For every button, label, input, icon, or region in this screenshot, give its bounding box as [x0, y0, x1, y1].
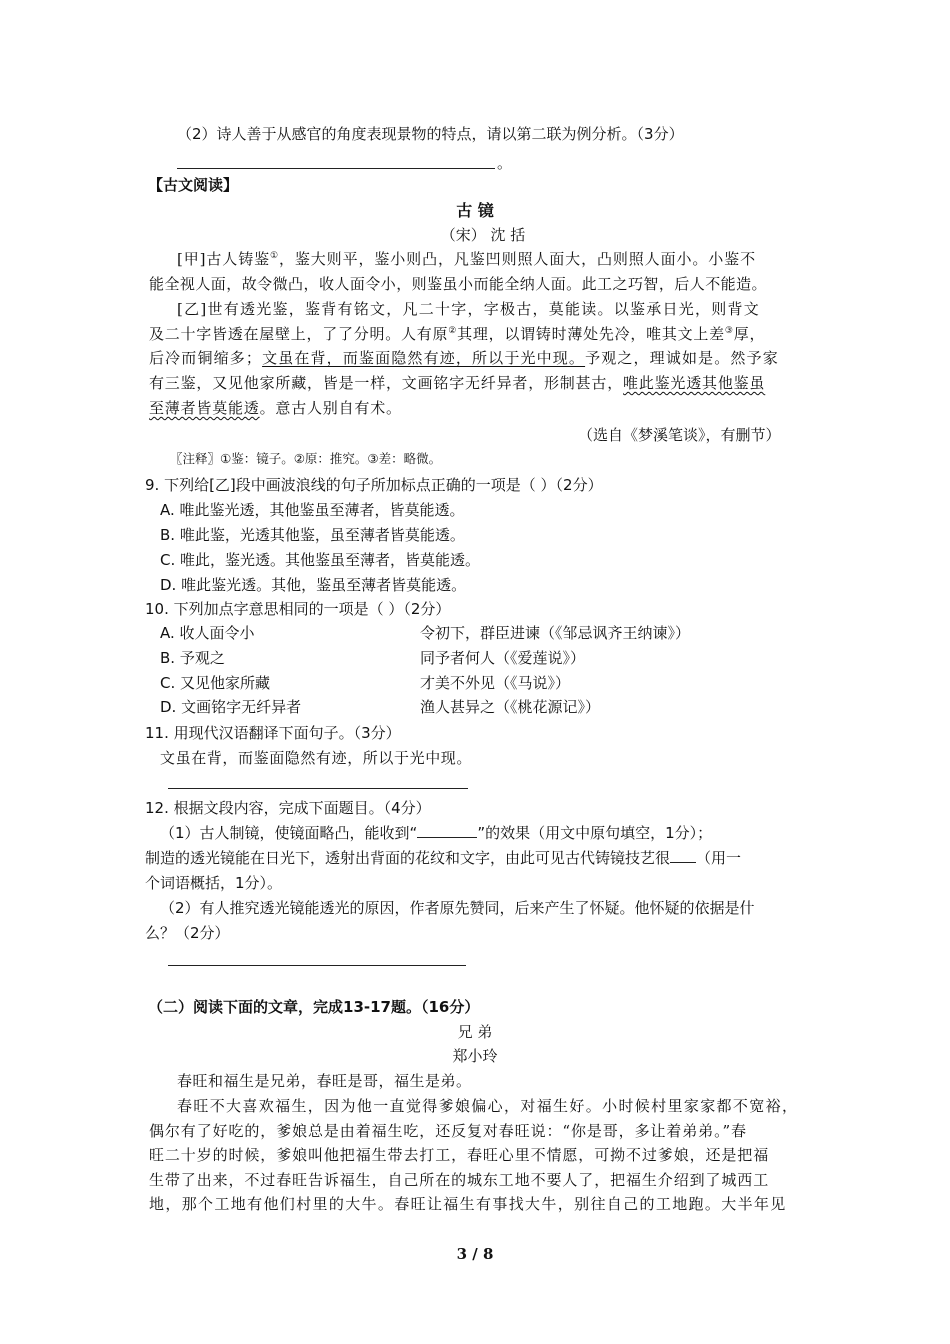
story-line: 生带了出来，不过春旺告诉福生，自己所在的城东工地不要人了，把福生介绍到了城西工: [149, 1171, 770, 1189]
footnote-marker: ①: [270, 251, 279, 261]
text-segment: （1）古人制镜，使镜面略凸，能收到“: [160, 824, 418, 842]
passage-yi-line: [149, 327, 765, 342]
passage-jia-line: 能全视人面，故令微凸，收人面令小，则鉴虽小而能全纳人面。此工之巧智，后人不能造。: [149, 275, 768, 293]
question-10-option-left: D. 文画铭字无纤异者: [160, 698, 302, 716]
question-12-part1-line: 个词语概括，1分）。: [145, 874, 283, 892]
passage-yi-line: [149, 351, 779, 366]
question-9-stem: 9. 下列给[乙]段中画波浪线的句子所加标点正确的一项是（ ）（2分）: [145, 476, 603, 494]
question-10-option-right: 才美不外见（《马说》）: [420, 674, 571, 692]
wavy-underlined-sentence: 至薄者皆莫能透: [149, 399, 260, 417]
question-10-option-left: C. 又见他家所藏: [160, 674, 271, 692]
story-paragraph: 春旺和福生是兄弟，春旺是哥，福生是弟。: [177, 1072, 472, 1090]
question-10-option-right: 令初下，群臣进谏（《邹忌讽齐王纳谏》）: [420, 624, 691, 642]
story-line: 偶尔有了好吃的，爹娘总是由着福生吃，还反复对春旺说：“你是哥，多让着弟弟。”春: [149, 1122, 747, 1140]
text-segment: ”的效果（用文中原句填空，1分）；: [477, 824, 713, 842]
question-12-stem: 12. 根据文段内容，完成下面题目。（4分）: [145, 799, 431, 817]
question-12-part2-line: （2）有人推究透光镜能透光的原因，作者原先赞同，后来产生了怀疑。他怀疑的依据是什: [160, 899, 755, 917]
page-number: 3 / 8: [456, 1245, 494, 1263]
question-10-option-right: 渔人甚异之（《桃花源记》）: [420, 698, 601, 716]
question-10-option-right: 同予者何人（《爱莲说》）: [420, 649, 586, 667]
wavy-underlined-sentence: 唯此鉴光透其他鉴虽: [623, 374, 766, 392]
question-9-option-b: B. 唯此鉴，光透其他鉴，虽至薄者皆莫能透。: [160, 526, 465, 544]
underlined-sentence: 文虽在背，而鉴面隐然有迹，所以于光中现。: [262, 349, 586, 367]
answer-line: [168, 965, 466, 966]
classical-author: （宋） 沈 括: [440, 226, 526, 244]
question-sense-analysis: （2）诗人善于从感官的角度表现景物的特点，请以第二联为例分析。（3分）: [177, 125, 684, 143]
story-line: 地，那个工地有他们村里的大牛。春旺让福生有事找大牛，别往自己的工地跑。大半年见: [149, 1195, 787, 1213]
question-9-option-c: C. 唯此，鉴光透。其他鉴虽至薄者，皆莫能透。: [160, 551, 481, 569]
question-12-part2-line: 么？（2分）: [145, 924, 230, 942]
text-segment: 予观之，理诚如是。然予家: [585, 349, 779, 367]
question-12-part1-line: [160, 826, 712, 841]
story-line: 旺二十岁的时候，爹娘叫他把福生带去打工，春旺心里不情愿，可拗不过爹娘，还是把福: [149, 1146, 770, 1164]
answer-line: [168, 788, 468, 789]
footnote-marker: ③: [724, 326, 734, 336]
annotation-notes: 〖注释〗①鉴：镜子。②原：推究。③差：略微。: [170, 451, 442, 466]
text-segment: 后冷而铜缩多；: [149, 349, 263, 367]
answer-line: [177, 168, 495, 169]
text-segment: （用一: [696, 849, 742, 867]
text-segment: 其理，以谓铸时薄处先冷，唯其文上差: [457, 325, 725, 343]
question-9-option-a: A. 唯此鉴光透，其他鉴虽至薄者，皆莫能透。: [160, 501, 465, 519]
passage-source: （选自《梦溪笔谈》，有删节）: [578, 426, 781, 444]
footnote-marker: ②: [448, 326, 458, 336]
question-12-part1-line: [145, 851, 741, 866]
section-heading-classical: 【古文阅读】: [148, 176, 239, 194]
text-segment: 有三鉴，又见他家所藏，皆是一样，文画铭字无纤异者，形制甚古，: [149, 374, 624, 392]
story-title: 兄 弟: [457, 1023, 493, 1041]
passage-jia-line: [177, 252, 756, 267]
question-10-option-left: B. 予观之: [160, 649, 225, 667]
text-segment: 厚，: [733, 325, 766, 343]
question-10-option-left: A. 收人面令小: [160, 624, 255, 642]
text-segment: 。意古人别自有术。: [259, 399, 402, 417]
text-segment: 及二十字皆透在屋壁上，了了分明。人有原: [149, 325, 449, 343]
question-10-stem: 10. 下列加点字意思相同的一项是（ ）（2分）: [145, 600, 451, 618]
classical-title: 古 镜: [456, 201, 494, 220]
passage-yi-line: [乙]世有透光鉴，鉴背有铭文，凡二十字，字极古，莫能读。以鉴承日光，则背文: [177, 300, 760, 318]
story-author: 郑小玲: [452, 1047, 498, 1065]
question-11-stem: 11. 用现代汉语翻译下面句子。（3分）: [145, 724, 401, 742]
passage-yi-line: [149, 376, 765, 391]
text-segment: ，鉴大则平，鉴小则凸，凡鉴凹则照人面大，凸则照人面小。小鉴不: [278, 250, 756, 268]
question-9-option-d: D. 唯此鉴光透。其他，鉴虽至薄者皆莫能透。: [160, 576, 467, 594]
fill-blank: [417, 836, 477, 838]
text-segment: 制造的透光镜能在日光下，透射出背面的花纹和文字，由此可见古代铸镜技艺很: [145, 849, 671, 867]
passage-yi-line: [149, 401, 402, 416]
section-heading-part2: （二）阅读下面的文章，完成13-17题。（16分）: [148, 998, 480, 1016]
question-11-sentence: 文虽在背，而鉴面隐然有迹，所以于光中现。: [160, 749, 473, 767]
text-segment: [甲]古人铸鉴: [177, 250, 271, 268]
story-line: 春旺不大喜欢福生，因为他一直觉得爹娘偏心，对福生好。小时候村里家家都不宽裕，: [177, 1097, 799, 1115]
answer-period: 。: [497, 154, 513, 172]
fill-blank: [670, 861, 696, 863]
